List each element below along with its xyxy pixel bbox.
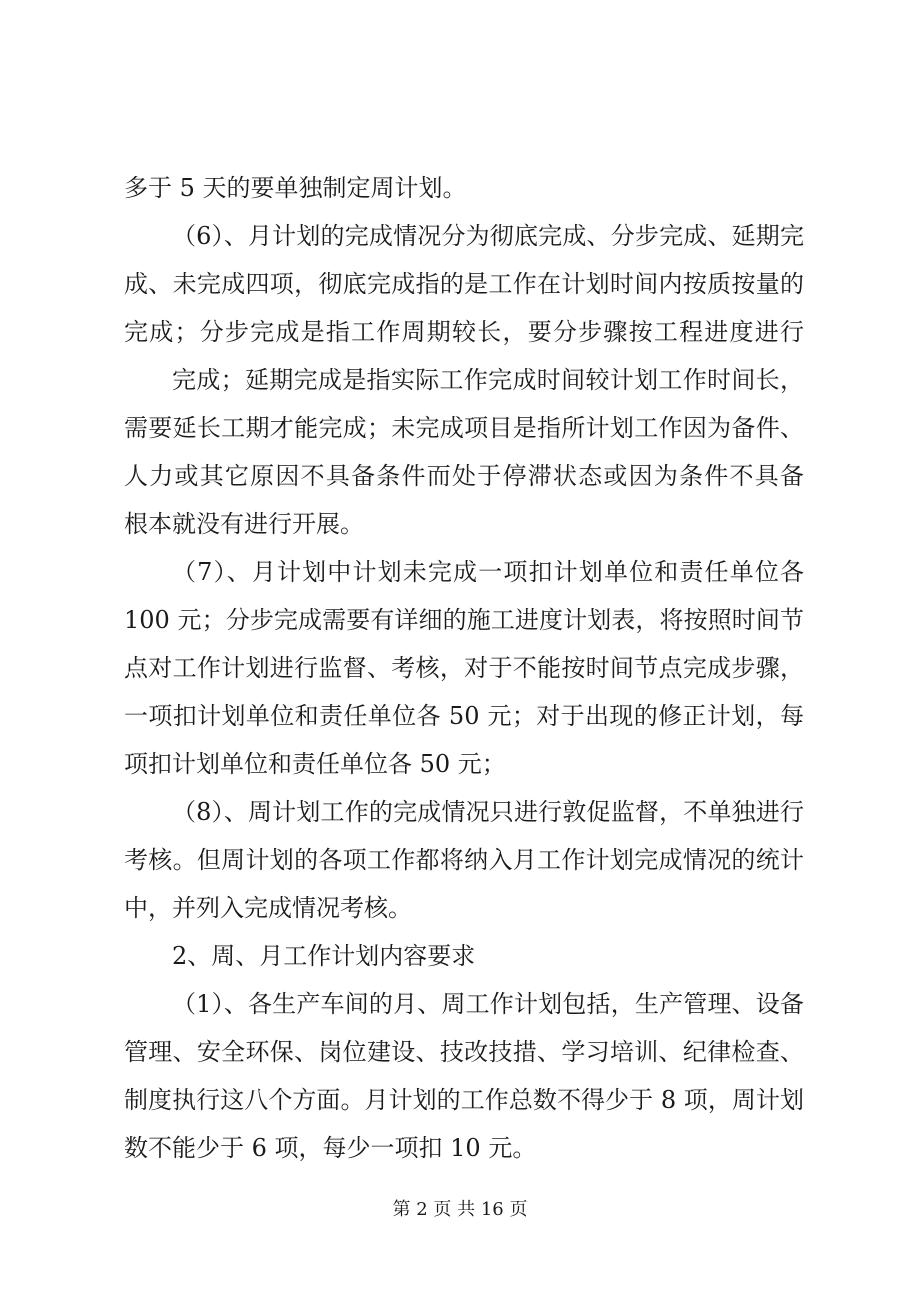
text-line: 考核。但周计划的各项工作都将纳入月工作计划完成情况的统计 (124, 846, 804, 874)
text-line: （8）、周计划工作的完成情况只进行敦促监督，不单独进行 (172, 798, 804, 826)
text-line: 制度执行这八个方面。月计划的工作总数不得少于 8 项，周计划 (124, 1086, 804, 1114)
text-line: 点对工作计划进行监督、考核，对于不能按时间节点完成步骤， (124, 654, 804, 682)
text-line: 项扣计划单位和责任单位各 50 元； (124, 750, 506, 778)
text-line: 2、周、月工作计划内容要求 (172, 942, 476, 970)
text-line: （6）、月计划的完成情况分为彻底完成、分步完成、延期完 (172, 222, 804, 250)
text-line: 完成；延期完成是指实际工作完成时间较计划工作时间长， (172, 366, 804, 394)
text-line: 人力或其它原因不具备条件而处于停滞状态或因为条件不具备 (124, 462, 804, 490)
text-line: （7）、月计划中计划未完成一项扣计划单位和责任单位各 (172, 558, 804, 586)
document-body (124, 164, 804, 1172)
text-line: 一项扣计划单位和责任单位各 50 元；对于出现的修正计划，每 (124, 702, 804, 730)
page-footer: 第 2 页 共 16 页 (392, 1199, 528, 1220)
text-line: 100 元；分步完成需要有详细的施工进度计划表，将按照时间节 (124, 606, 804, 634)
text-line: 数不能少于 6 项，每少一项扣 10 元。 (124, 1134, 537, 1162)
text-line: 完成；分步完成是指工作周期较长，要分步骤按工程进度进行 (124, 318, 804, 346)
text-line: 管理、安全环保、岗位建设、技改技措、学习培训、纪律检查、 (124, 1038, 804, 1066)
text-line: 需要延长工期才能完成；未完成项目是指所计划工作因为备件、 (124, 414, 804, 442)
text-line: 中，并列入完成情况考核。 (124, 894, 412, 922)
text-line: （1）、各生产车间的月、周工作计划包括，生产管理、设备 (172, 990, 804, 1018)
text-line: 根本就没有进行开展。 (124, 510, 364, 538)
text-line: 成、未完成四项，彻底完成指的是工作在计划时间内按质按量的 (124, 270, 804, 298)
text-line: 多于 5 天的要单独制定周计划。 (124, 174, 467, 202)
